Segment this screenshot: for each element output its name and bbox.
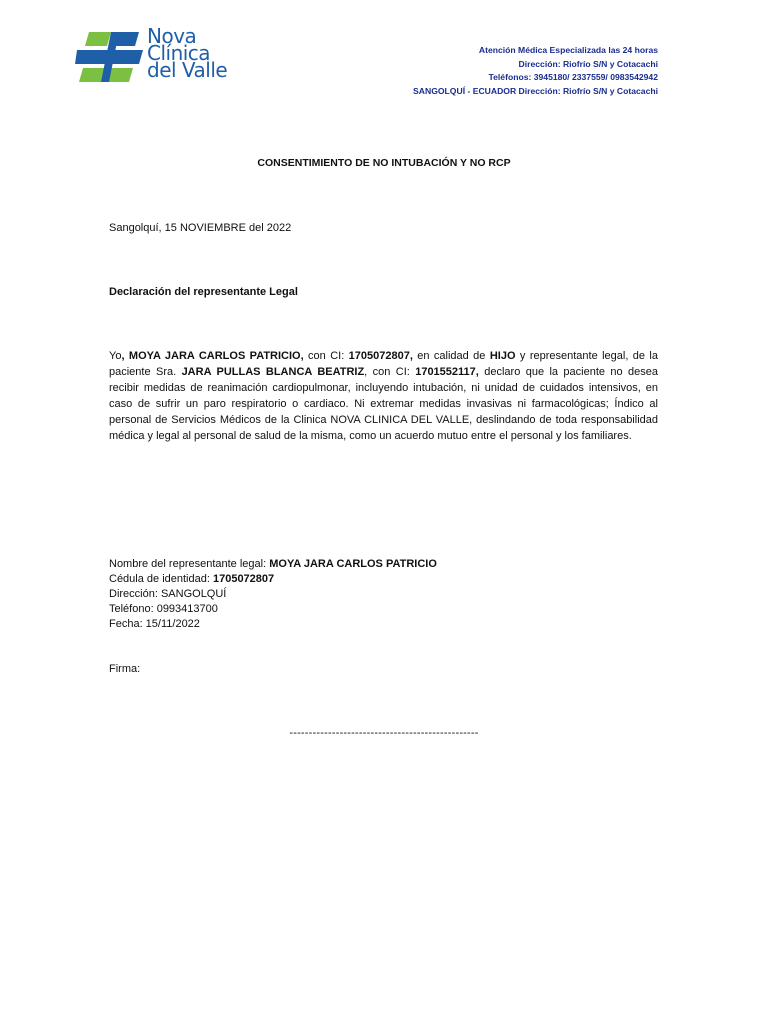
detail-value: 1705072807 xyxy=(212,573,275,585)
para-text: declaro que la paciente no desea recibir medidas de reanimación cardiopulmonar, incluyendo intubación, ni unidad de cuidados intensivos, en caso de sufrir un paro respiratorio o cardiaco. Ni extremar medidas invasivas ni farmacológicas; Índico al personal de Servicios Médicos de la Clinica NOVA CLINICA DEL VALLE, deslindando de toda responsabilidad médica y legal al personal de salud de la misma, como un acuerdo mutuo entre el personal y los familiares. xyxy=(109,366,658,442)
detail-id xyxy=(109,572,437,587)
signature-line: ------------------------------------------------- xyxy=(289,727,479,739)
contact-line-hours: Atención Médica Especializada las 24 horas xyxy=(478,45,658,55)
detail-address: Dirección: SANGOLQUÍ xyxy=(109,588,227,600)
contact-line-address: Dirección: Riofrío S/N y Cotacachi xyxy=(518,58,658,69)
para-text: con CI: xyxy=(303,350,349,362)
detail-name xyxy=(109,557,437,572)
consent-paragraph xyxy=(109,348,658,444)
document-date: Sangolquí, 15 NOVIEMBRE del 2022 xyxy=(109,222,292,234)
detail-label: Cédula de identidad: xyxy=(109,573,213,585)
patient-name: JARA PULLAS BLANCA BEATRIZ xyxy=(181,366,365,378)
patient-ci: 1701552117, xyxy=(415,366,479,378)
clinic-contact-info xyxy=(413,44,658,98)
representative-details xyxy=(109,557,437,632)
logo-line-1: Nova xyxy=(147,24,197,48)
contact-line-city: SANGOLQUÍ - ECUADOR Dirección: Riofrío S/N y Cotacachi xyxy=(413,85,658,96)
medical-cross-icon xyxy=(75,30,145,86)
contact-line-phones: Teléfonos: 3945180/ 2337559/ 0983542942 xyxy=(488,72,658,82)
logo-line-3: del Valle xyxy=(147,58,228,82)
detail-date: Fecha: 15/11/2022 xyxy=(109,618,200,630)
representative-name: , MOYA JARA CARLOS PATRICIO, xyxy=(121,350,304,362)
document-title: CONSENTIMIENTO DE NO INTUBACIÓN Y NO RCP xyxy=(257,157,511,169)
logo-line-2: Clínica xyxy=(147,41,211,65)
para-text: en calidad de xyxy=(412,350,490,362)
detail-phone: Teléfono: 0993413700 xyxy=(109,603,218,615)
para-text: , con CI: xyxy=(364,366,416,378)
para-text: y representante legal, de la paciente Sra. xyxy=(109,350,658,378)
clinic-logo xyxy=(75,24,250,88)
signature-label: Firma: xyxy=(109,663,141,675)
relationship: HIJO xyxy=(489,350,516,362)
para-text: Yo xyxy=(109,350,122,362)
section-heading: Declaración del representante Legal xyxy=(109,286,298,298)
detail-label: Nombre del representante legal: xyxy=(109,558,270,570)
logo-wordmark xyxy=(147,24,228,82)
detail-value: MOYA JARA CARLOS PATRICIO xyxy=(269,558,437,570)
representative-ci: 1705072807, xyxy=(348,350,413,362)
